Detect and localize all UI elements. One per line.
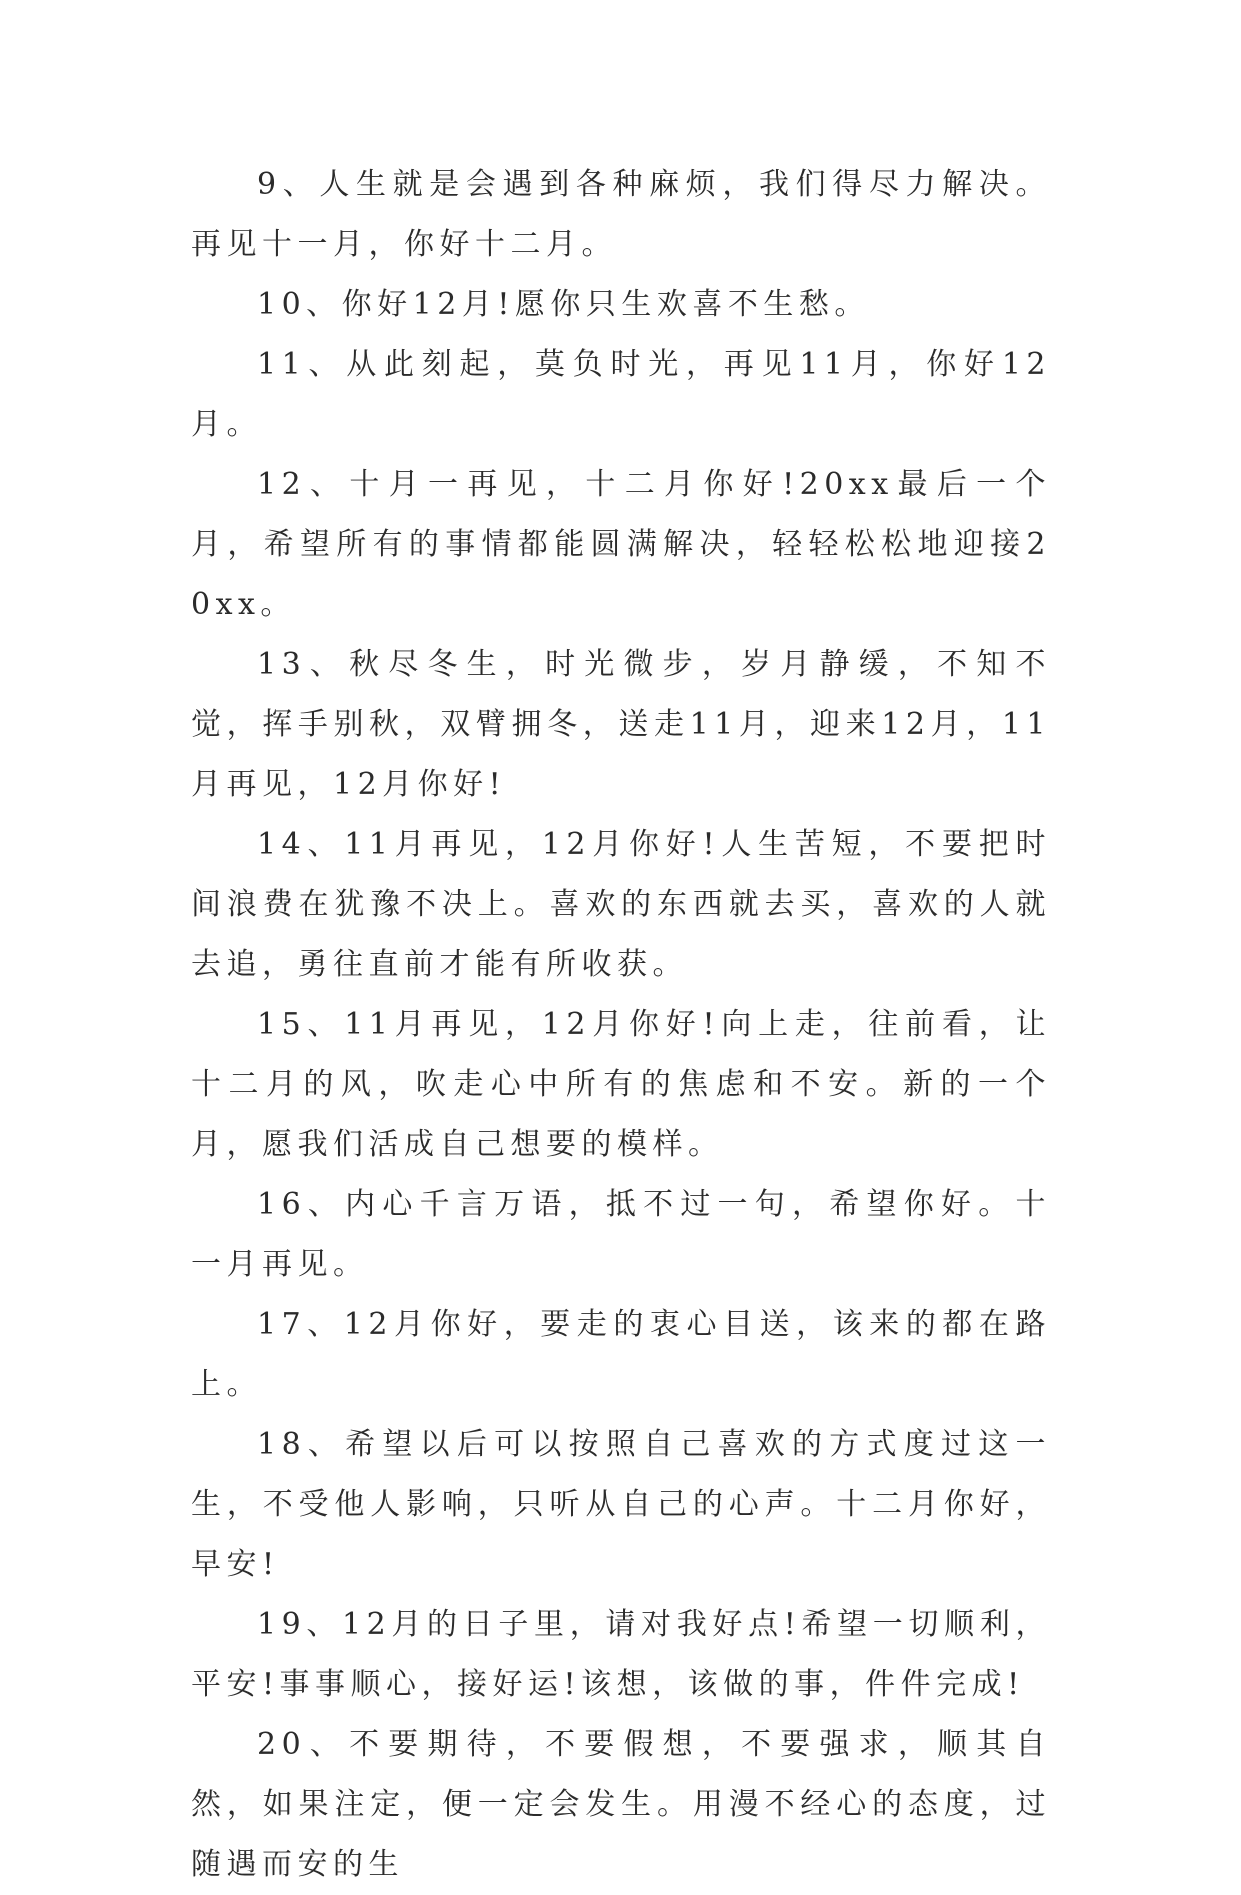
paragraph-9: 9、人生就是会遇到各种麻烦，我们得尽力解决。再见十一月，你好十二月。 <box>191 167 1051 262</box>
paragraph-12: 12、十月一再见，十二月你好!20xx最后一个月，希望所有的事情都能圆满解决，轻轻松松地迎接20xx。 <box>191 467 1051 622</box>
paragraph-20: 20、不要期待，不要假想，不要强求，顺其自然，如果注定，便一定会发生。用漫不经心的态度，过随遇而安的生 <box>191 1727 1051 1882</box>
document-body <box>191 155 1051 1895</box>
paragraph-15: 15、11月再见，12月你好!向上走，往前看，让十二月的风，吹走心中所有的焦虑和不安。新的一个月，愿我们活成自己想要的模样。 <box>191 1007 1051 1162</box>
paragraph-11: 11、从此刻起，莫负时光，再见11月，你好12月。 <box>191 347 1051 442</box>
paragraph-13: 13、秋尽冬生，时光微步，岁月静缓，不知不觉，挥手别秋，双臂拥冬，送走11月，迎来12月，11月再见，12月你好! <box>191 647 1051 802</box>
paragraph-14: 14、11月再见，12月你好!人生苦短，不要把时间浪费在犹豫不决上。喜欢的东西就去买，喜欢的人就去追，勇往直前才能有所收获。 <box>191 827 1051 982</box>
paragraph-16: 16、内心千言万语，抵不过一句，希望你好。十一月再见。 <box>191 1187 1051 1282</box>
paragraph-17: 17、12月你好，要走的衷心目送，该来的都在路上。 <box>191 1307 1051 1402</box>
paragraph-18: 18、希望以后可以按照自己喜欢的方式度过这一生，不受他人影响，只听从自己的心声。十二月你好，早安! <box>191 1427 1051 1582</box>
paragraph-19: 19、12月的日子里，请对我好点!希望一切顺利，平安!事事顺心，接好运!该想，该做的事，件件完成! <box>191 1607 1051 1702</box>
paragraph-10: 10、你好12月!愿你只生欢喜不生愁。 <box>257 287 870 322</box>
